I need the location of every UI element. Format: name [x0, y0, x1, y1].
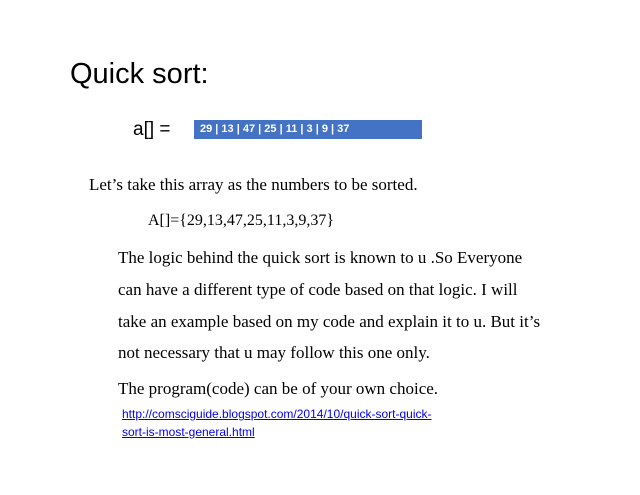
intro-text: Let’s take this array as the numbers to be sorted.: [89, 175, 418, 194]
source-link-line-2[interactable]: sort-is-most-general.html: [122, 425, 255, 439]
paragraph-line-5: The program(code) can be of your own choice.: [118, 379, 439, 398]
paragraph-line-2: can have a different type of code based on that logic. I will: [118, 280, 518, 299]
slide-title: Quick sort:: [70, 58, 209, 90]
array-values-box: 29 | 13 | 47 | 25 | 11 | 3 | 9 | 37: [194, 120, 422, 139]
paragraph-line-4: not necessary that u may follow this one only.: [118, 343, 430, 362]
array-literal-text: A[]={29,13,47,25,11,3,9,37}: [148, 212, 334, 229]
array-label: a[] =: [133, 119, 171, 140]
paragraph-line-3: take an example based on my code and explain it to u. But it’s: [118, 312, 541, 331]
source-link-line-1[interactable]: http://comsciguide.blogspot.com/2014/10/quick-sort-quick-: [122, 407, 432, 421]
paragraph-line-1: The logic behind the quick sort is known to u .So Everyone: [118, 248, 523, 267]
